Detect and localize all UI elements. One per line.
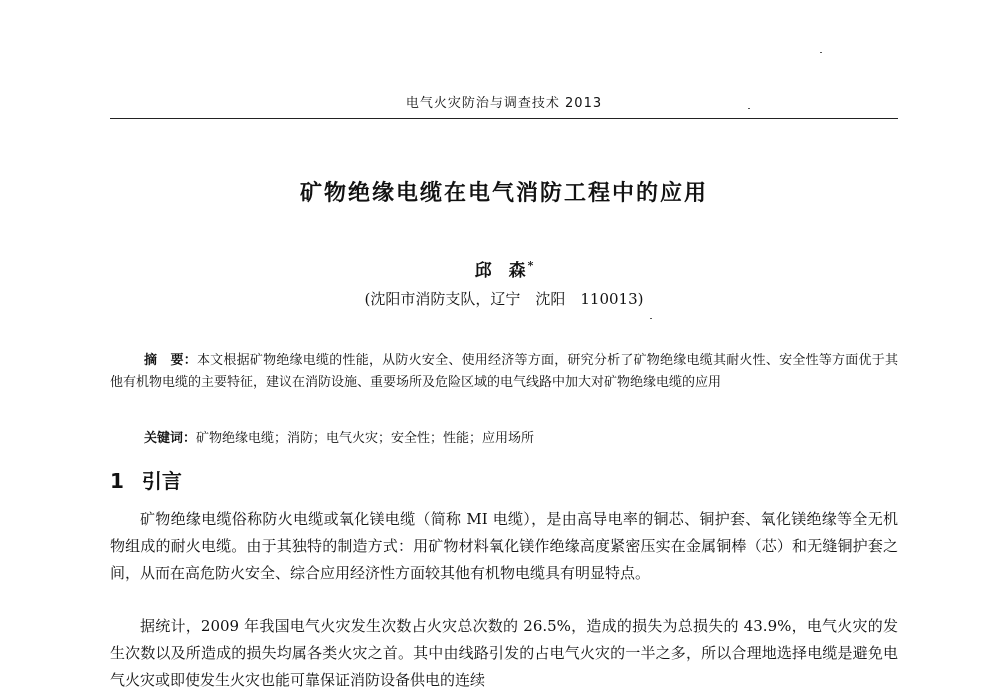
- body-paragraph: 据统计，2009 年我国电气火灾发生次数占火灾总次数的 26.5%，造成的损失为总损失的 43.9%，电气火灾的发生次数以及所造成的损失均属各类火灾之首。其中由线路引发的占电气火灾的一半之多，所以合理地选择电缆是避免电气火灾或即使发生火灾也能可靠保证消防设备供电的连续: [110, 617, 898, 689]
- section-number: 1: [110, 469, 124, 493]
- abstract-text: 本文根据矿物绝缘电缆的性能，从防火安全、使用经济等方面，研究分析了矿物绝缘电缆其耐火性、安全性等方面优于其他有机物电缆的主要特征，建议在消防设施、重要场所及危险区域的电气线路中加大对矿物绝缘电缆的应用: [110, 353, 898, 390]
- author-line: [110, 256, 898, 281]
- scan-speck: [748, 108, 750, 109]
- section-title: 引言: [141, 469, 182, 493]
- running-header: 电气火灾防治与调查技术 2013: [405, 96, 603, 111]
- keywords-label: 关键词：: [144, 431, 197, 446]
- scan-speck: [650, 318, 652, 319]
- author-footnote-mark: *: [527, 259, 534, 273]
- keywords-text: 矿物绝缘电缆；消防；电气火灾；安全性；性能；应用场所: [196, 431, 535, 446]
- section-heading: [110, 465, 182, 494]
- abstract-label: 摘 要：: [144, 353, 197, 368]
- scan-speck: [820, 52, 822, 53]
- paper-title: 矿物绝缘电缆在电气消防工程中的应用: [299, 181, 708, 206]
- author-name: 邱 森: [474, 261, 526, 281]
- body-paragraph: 矿物绝缘电缆俗称防火电缆或氧化镁电缆（简称 MI 电缆），是由高导电率的铜芯、铜护套、氧化镁绝缘等全无机物组成的耐火电缆。由于其独特的制造方式：用矿物材料氧化镁作绝缘高度紧密压实在金属铜棒（芯）和无缝铜护套之间，从而在高危防火安全、综合应用经济性方面较其他有机物电缆具有明显特点。: [110, 510, 898, 582]
- header-rule: [110, 118, 898, 119]
- abstract: [110, 350, 898, 394]
- keywords: [144, 428, 898, 450]
- affiliation: (沈阳市消防支队，辽宁 沈阳 110013): [364, 290, 644, 308]
